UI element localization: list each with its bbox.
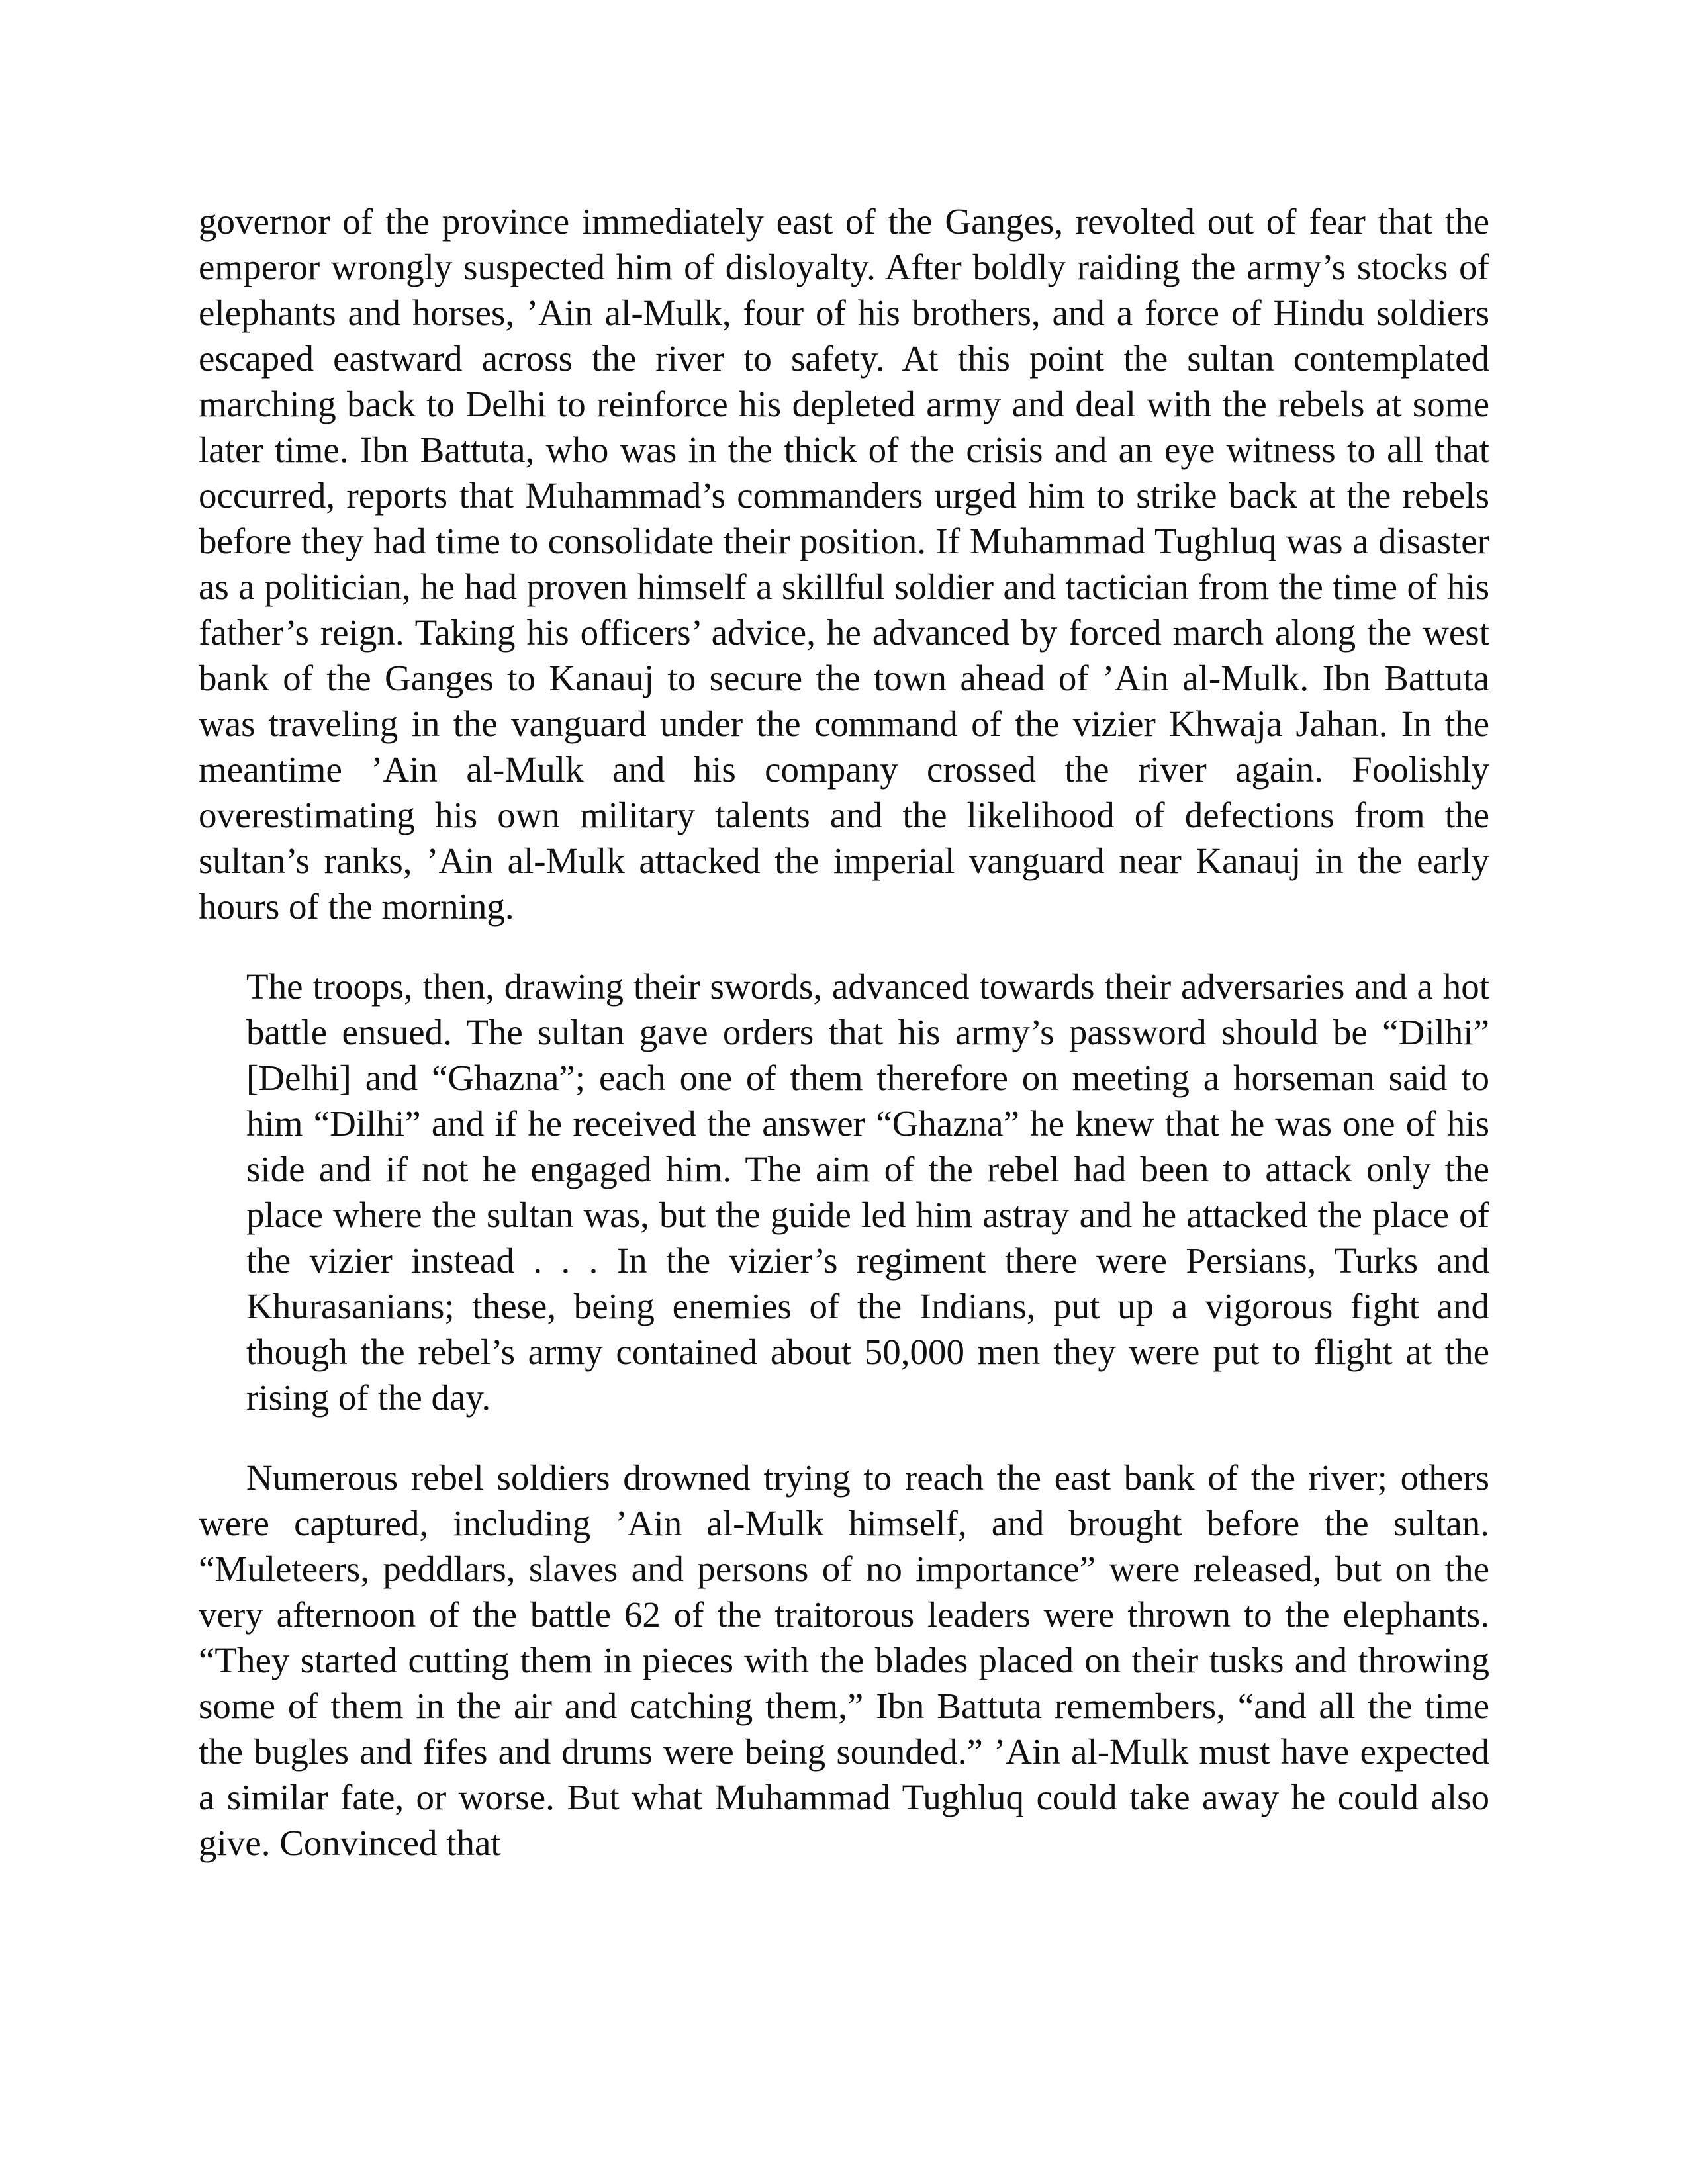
block-quote: The troops, then, drawing their swords, advanced towards their adversaries and a hot battle ensued. The sultan gave orders that his army’s password should be “Dilhi” [Delhi] and “Ghazna”; each one of them therefore on meeting a horseman said to him “Dilhi” and if he received the answer “Ghazna” he knew that he was one of his side and if not he engaged him. The aim of the rebel had been to attack only the place where the sultan was, but the guide led him astray and he attacked the place of the vizier instead . . . In the vizier’s regiment there were Persians, Turks and Khurasanians; these, being enemies of the Indians, put up a vigorous fight and though the rebel’s army contained about 50,000 men they were put to flight at the rising of the day. <box>246 966 1489 1418</box>
document-page <box>199 199 1489 1866</box>
body-paragraph-continued: governor of the province immediately east of the Ganges, revolted out of fear that the emperor wrongly suspected him of disloyalty. After boldly raiding the army’s stocks of elephants and horses, ’Ain al-Mulk, four of his brothers, and a force of Hindu soldiers escaped eastward across the river to safety. At this point the sultan contemplated marching back to Delhi to reinforce his depleted army and deal with the rebels at some later time. Ibn Battuta, who was in the thick of the crisis and an eye witness to all that occurred, reports that Muhammad’s commanders urged him to strike back at the rebels before they had time to consolidate their position. If Muhammad Tughluq was a disaster as a politician, he had proven himself a skillful soldier and tactician from the time of his father’s reign. Taking his officers’ advice, he advanced by forced march along the west bank of the Ganges to Kanauj to secure the town ahead of ’Ain al-Mulk. Ibn Battuta was traveling in the vanguard under the command of the vizier Khwaja Jahan. In the meantime ’Ain al-Mulk and his company crossed the river again. Foolishly overestimating his own military talents and the likelihood of defections from the sultan’s ranks, ’Ain al-Mulk attacked the imperial vanguard near Kanauj in the early hours of the morning. <box>199 201 1489 927</box>
body-paragraph: Numerous rebel soldiers drowned trying to reach the east bank of the river; others were captured, including ’Ain al-Mulk himself, and brought before the sultan. “Muleteers, peddlars, slaves and persons of no importance” were released, but on the very afternoon of the battle 62 of the traitorous leaders were thrown to the elephants. “They started cutting them in pieces with the blades placed on their tusks and throwing some of them in the air and catching them,” Ibn Battuta remembers, “and all the time the bugles and fifes and drums were being sounded.” ’Ain al-Mulk must have expected a similar fate, or worse. But what Muhammad Tughluq could take away he could also give. Convinced that <box>199 1457 1489 1863</box>
